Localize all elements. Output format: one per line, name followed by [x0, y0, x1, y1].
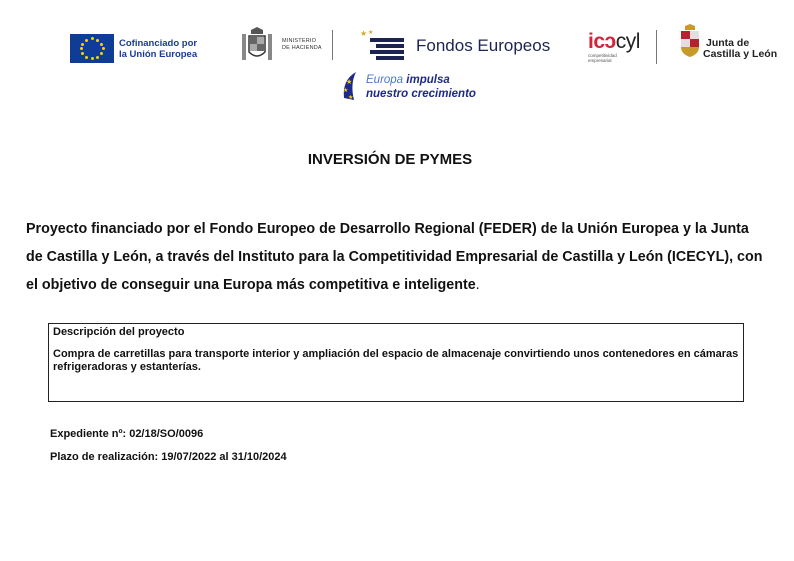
spain-coat-of-arms-icon	[240, 26, 274, 64]
eu-logo-text: Cofinanciado por la Unión Europea	[119, 37, 198, 60]
project-description-text: Compra de carretillas para transporte interior y ampliación del espacio de almacenaje convirtiendo unos contenedores en cámaras refrigeradoras y estanterías.	[53, 348, 739, 373]
europa-word: Europa	[366, 74, 404, 86]
icecyl-mark-bold: ic	[588, 29, 605, 53]
europa-impulsa-logo	[340, 70, 476, 104]
icecyl-c-icon: ɔ	[604, 29, 616, 53]
icecyl-logo	[588, 30, 657, 64]
eu-flag-icon	[70, 34, 114, 63]
eu-cofinancing-logo	[70, 34, 207, 63]
icecyl-wordmark	[588, 29, 640, 53]
intro-end: .	[475, 277, 480, 293]
svg-text:★: ★	[346, 78, 353, 86]
page-title: INVERSIÓN DE PYMES	[307, 151, 473, 168]
intro-main-text: Proyecto financiado por el Fondo Europeo de Desarrollo Regional (FEDER) de la Unión Europea y la Junta de Castilla y León, a través del Instituto para la Competitividad Empresarial de Castilla y León (ICECYL), con el objetivo de conseguir una Europa más competitiva e inteligente	[26, 221, 763, 293]
fondos-europeos-logo	[358, 28, 550, 64]
impulsa-word: impulsa	[406, 74, 450, 86]
intro-paragraph	[26, 215, 766, 299]
junta-text	[703, 22, 777, 60]
junta-castilla-leon-logo	[680, 22, 777, 60]
svg-text:★: ★	[360, 29, 368, 38]
plazo-realizacion: Plazo de realización: 19/07/2022 al 31/10/2024	[50, 451, 287, 463]
icecyl-subtitle: competitividad empresarial	[588, 52, 617, 63]
fondos-europeos-text: Fondos Europeos	[416, 36, 551, 55]
svg-text:★: ★	[348, 94, 354, 101]
fondos-europeos-icon	[358, 28, 406, 64]
project-description-box	[48, 323, 744, 402]
junta-line2: Castilla y León	[703, 48, 778, 60]
castilla-leon-shield-icon	[680, 24, 700, 58]
project-description-label: Descripción del proyecto	[53, 326, 185, 338]
europa-stars-icon	[340, 70, 364, 104]
expediente-number: Expediente nº: 02/18/SO/0096	[50, 428, 204, 440]
svg-text:★: ★	[368, 29, 374, 36]
nuestro-crecimiento-text: nuestro crecimiento	[366, 88, 476, 100]
logo-separator	[656, 30, 657, 64]
ministerio-hacienda-logo	[240, 26, 333, 64]
logo-separator	[332, 30, 333, 60]
svg-text:★: ★	[343, 87, 349, 94]
ministerio-text	[282, 38, 322, 52]
junta-line1: Junta de	[706, 37, 750, 49]
ministerio-line1: MINISTERIO	[282, 38, 317, 44]
europa-impulsa-text	[366, 73, 476, 101]
ministerio-line2: DE HACIENDA	[282, 45, 322, 51]
icecyl-mark-thin: cyl	[615, 29, 640, 53]
